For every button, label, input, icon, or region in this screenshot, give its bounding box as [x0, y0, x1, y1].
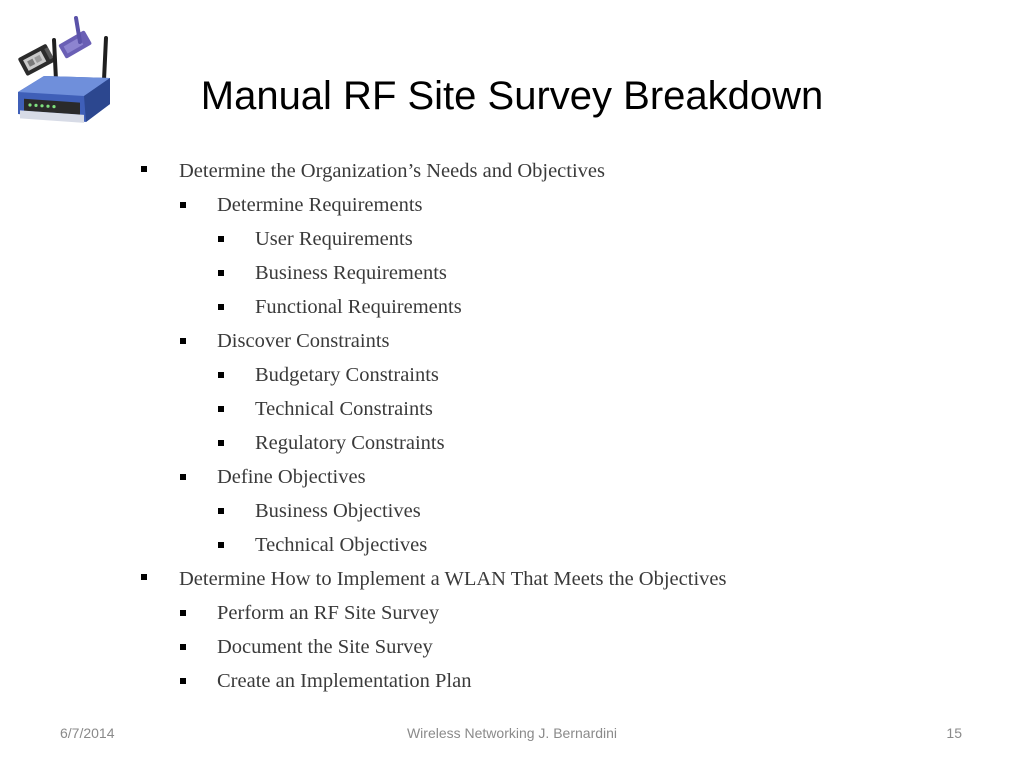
footer-date: 6/7/2014	[60, 725, 115, 741]
list-item	[0, 664, 1024, 698]
list-item	[0, 426, 1024, 460]
page-title: Manual RF Site Survey Breakdown	[200, 74, 824, 118]
list-item-text: Technical Constraints	[255, 398, 433, 420]
footer-author: Wireless Networking J. Bernardini	[406, 725, 618, 741]
bullet-icon	[218, 372, 224, 378]
list-item-text: Create an Implementation Plan	[217, 670, 472, 692]
bullet-icon	[218, 508, 224, 514]
bullet-list	[0, 154, 1024, 698]
list-item	[0, 324, 1024, 358]
list-item-text: Regulatory Constraints	[255, 432, 445, 454]
list-item-text: Budgetary Constraints	[255, 364, 439, 386]
list-item	[0, 154, 1024, 188]
bullet-icon	[180, 338, 186, 344]
bullet-icon	[180, 678, 186, 684]
list-item	[0, 494, 1024, 528]
list-item	[0, 528, 1024, 562]
list-item-text: Functional Requirements	[255, 296, 462, 318]
list-item	[0, 596, 1024, 630]
list-item-text: Perform an RF Site Survey	[217, 602, 440, 624]
list-item	[0, 188, 1024, 222]
bullet-icon	[218, 236, 224, 242]
bullet-icon	[180, 474, 186, 480]
list-item	[0, 460, 1024, 494]
bullet-icon	[218, 304, 224, 310]
list-item-text: Discover Constraints	[217, 330, 390, 352]
list-item-text: Business Requirements	[255, 262, 447, 284]
list-item	[0, 290, 1024, 324]
list-item	[0, 222, 1024, 256]
list-item	[0, 392, 1024, 426]
bullet-icon	[180, 644, 186, 650]
bullet-icon	[218, 440, 224, 446]
list-item	[0, 562, 1024, 596]
bullet-icon	[218, 270, 224, 276]
list-item-text: Business Objectives	[255, 500, 421, 522]
list-item-text: Determine the Organization’s Needs and Objectives	[179, 160, 605, 182]
list-item	[0, 358, 1024, 392]
list-item-text: Determine How to Implement a WLAN That Meets the Objectives	[179, 568, 727, 590]
list-item	[0, 256, 1024, 290]
bullet-icon	[180, 610, 186, 616]
list-item-text: Determine Requirements	[217, 194, 423, 216]
bullet-icon	[180, 202, 186, 208]
list-item	[0, 630, 1024, 664]
list-item-text: User Requirements	[255, 228, 413, 250]
list-item-text: Technical Objectives	[255, 534, 428, 556]
bullet-icon	[218, 542, 224, 548]
list-item-text: Define Objectives	[217, 466, 366, 488]
bullet-icon	[218, 406, 224, 412]
bullet-icon	[141, 166, 147, 172]
slide-number: 15	[946, 725, 962, 741]
bullet-icon	[141, 574, 147, 580]
list-item-text: Document the Site Survey	[217, 636, 433, 658]
